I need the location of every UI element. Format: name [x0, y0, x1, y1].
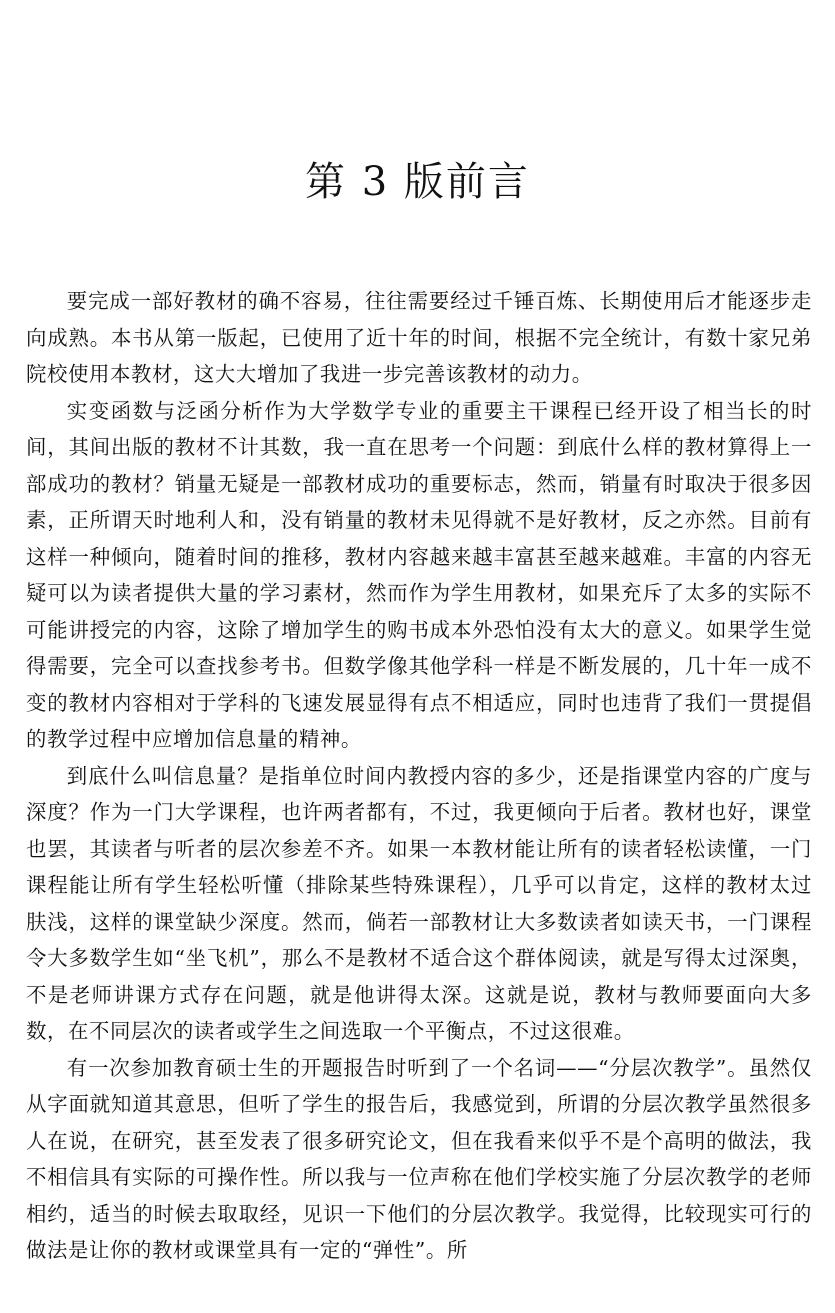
paragraph-4: 有一次参加教育硕士生的开题报告时听到了一个名词——“分层次教学”。虽然仅从字面就知道其意思，但听了学生的报告后，我感觉到，所谓的分层次教学虽然很多人在说，在研究，甚至发表了很多研究论文，但在我看来似乎不是个高明的做法，我不相信具有实际的可操作性。所以我与一位声称在他们学校实施了分层次教学的老师相约，适当的时候去取取经，见识一下他们的分层次教学。我觉得，比较现实可行的做法是让你的教材或课堂具有一定的“弹性”。所: [26, 1055, 812, 1262]
paragraph-3: 到底什么叫信息量？是指单位时间内教授内容的多少，还是指课堂内容的广度与深度？作为一门大学课程，也许两者都有，不过，我更倾向于后者。教材也好，课堂也罢，其读者与听者的层次参差不齐。如果一本教材能让所有的读者轻松读懂，一门课程能让所有学生轻松听懂（排除某些特殊课程），几乎可以肯定，这样的教材太过肤浅，这样的课堂缺少深度。然而，倘若一部教材让大多数读者如读天书，一门课程令大多数学生如“坐飞机”，那么不是教材不适合这个群体阅读，就是写得太过深奥，不是老师讲课方式存在问题，就是他讲得太深。这就是说，教材与教师要面向大多数，在不同层次的读者或学生之间选取一个平衡点，不过这很难。: [26, 763, 812, 1043]
paragraph-2: 实变函数与泛函分析作为大学数学专业的重要主干课程已经开设了相当长的时间，其间出版的教材不计其数，我一直在思考一个问题：到底什么样的教材算得上一部成功的教材？销量无疑是一部教材成功的重要标志，然而，销量有时取决于很多因素，正所谓天时地利人和，没有销量的教材未见得就不是好教材，反之亦然。目前有这样一种倾向，随着时间的推移，教材内容越来越丰富甚至越来越难。丰富的内容无疑可以为读者提供大量的学习素材，然而作为学生用教材，如果充斥了太多的实际不可能讲授完的内容，这除了增加学生的购书成本外恐怕没有太大的意义。如果学生觉得需要，完全可以查找参考书。但数学像其他学科一样是不断发展的，几十年一成不变的教材内容相对于学科的飞速发展显得有点不相适应，同时也违背了我们一贯提倡的教学过程中应增加信息量的精神。: [26, 398, 812, 751]
page-title: 第 3 版前言: [305, 159, 530, 205]
paragraph-1: 要完成一部好教材的确不容易，往往需要经过千锤百炼、长期使用后才能逐步走向成熟。本书从第一版起，已使用了近十年的时间，根据不完全统计，有数十家兄弟院校使用本教材，这大大增加了我进一步完善该教材的动力。: [26, 289, 812, 386]
body-text: [26, 283, 812, 1269]
